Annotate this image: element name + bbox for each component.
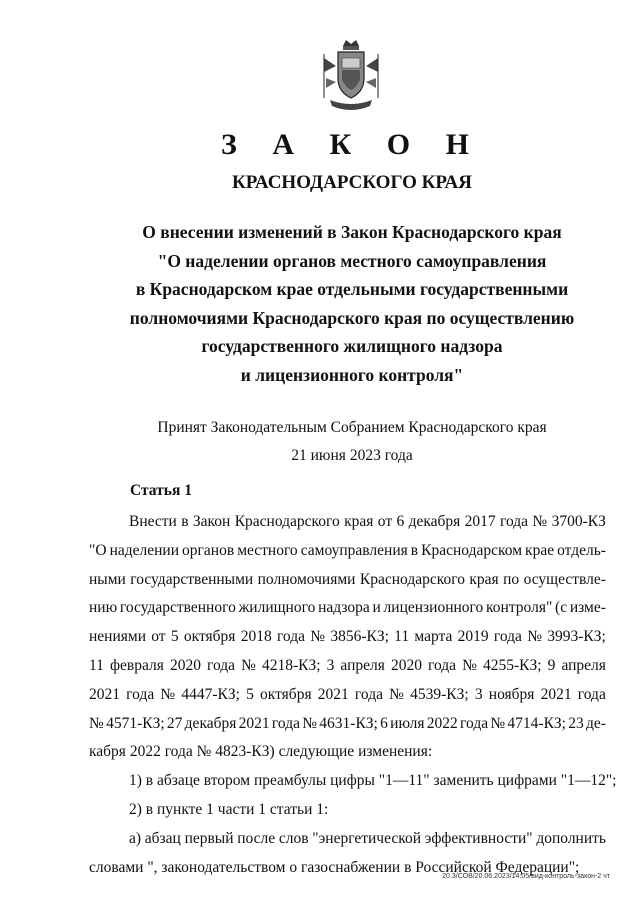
article-title: Статья 1 xyxy=(130,482,192,499)
word: 9 xyxy=(547,656,556,674)
word: ными xyxy=(89,570,126,588)
word: года xyxy=(493,628,522,646)
adoption-note xyxy=(64,414,640,470)
word: 4631-КЗ; xyxy=(319,714,378,732)
word: Краснодарском xyxy=(421,541,523,559)
word: 2018 xyxy=(240,628,272,646)
word: октября xyxy=(183,628,236,646)
word: 2020 xyxy=(390,656,422,674)
word: эффективности" xyxy=(424,829,533,847)
word: 23 xyxy=(568,714,584,732)
word: государственными xyxy=(130,570,254,588)
heading-line: государственного жилищного надзора xyxy=(201,336,503,357)
word: в xyxy=(181,513,189,530)
word: надзора xyxy=(318,599,370,617)
word: декабря xyxy=(408,513,461,530)
heading-line: О внесении изменений в Закон Краснодарского края xyxy=(142,222,562,242)
word: 3856-КЗ; xyxy=(330,628,389,646)
word: полномочиями xyxy=(257,570,356,588)
text-line xyxy=(89,594,606,623)
word: года xyxy=(271,714,300,732)
word: года xyxy=(126,685,155,703)
word: 2021 xyxy=(317,685,349,703)
word: де- xyxy=(586,714,606,732)
word: края xyxy=(469,570,499,588)
text-line: кабря 2022 года № 4823-КЗ) следующие изменения: xyxy=(89,743,433,761)
word: жилищного xyxy=(238,599,316,617)
word: по xyxy=(503,570,520,588)
text-line xyxy=(89,623,606,652)
word: отдель- xyxy=(557,541,606,559)
heading-line: полномочиями Краснодарского края по осуществлению xyxy=(129,307,575,328)
word: июля xyxy=(390,714,425,732)
word: № xyxy=(462,656,477,674)
word: слов xyxy=(278,829,309,847)
article-body xyxy=(89,508,617,882)
word: октября xyxy=(260,685,312,703)
law-title: З А К О Н xyxy=(221,128,483,161)
word: крае xyxy=(525,541,555,559)
word: февраля xyxy=(110,656,164,674)
word: 4447-КЗ; xyxy=(181,685,240,703)
word: марта xyxy=(414,628,453,646)
word: года xyxy=(577,685,606,703)
footer-code: 20.3/СОВ/20.06.2023/14:05/вид-контроль-закон-2 чт xyxy=(442,873,610,880)
word: года xyxy=(460,714,489,732)
word: 3993-КЗ; xyxy=(547,628,606,646)
word: года xyxy=(207,656,236,674)
word: изме- xyxy=(569,599,606,617)
word: края xyxy=(344,513,374,530)
word: и xyxy=(372,599,381,617)
word: года xyxy=(276,628,305,646)
heading-line: "О наделении органов местного самоуправления xyxy=(157,250,547,271)
word: 5 xyxy=(246,685,254,703)
word: 4539-КЗ; xyxy=(410,685,469,703)
heading-line: в Краснодарском крае отдельными государственными xyxy=(135,279,569,300)
text-line xyxy=(89,566,606,595)
word: дополнить xyxy=(536,829,606,847)
word: 5 xyxy=(170,628,179,646)
word: № xyxy=(89,714,104,732)
word: Внести xyxy=(129,513,177,530)
word: года xyxy=(428,656,457,674)
text-line xyxy=(89,537,606,566)
word: № xyxy=(241,656,256,674)
word: 3 xyxy=(326,656,335,674)
word: № xyxy=(490,714,506,732)
word: наделении xyxy=(109,541,180,559)
region-title: КРАСНОДАРСКОГО КРАЯ xyxy=(231,172,473,193)
word: 2019 xyxy=(457,628,489,646)
word: 11 xyxy=(89,656,104,674)
text-line xyxy=(89,825,606,854)
adoption-date: 21 июня 2023 года xyxy=(291,447,413,464)
word: апреля xyxy=(561,656,606,674)
word: а) xyxy=(129,829,142,847)
word: 2021 xyxy=(238,714,270,732)
word: (с xyxy=(555,599,568,617)
word: самоуправления xyxy=(300,541,408,559)
word: 4571-КЗ; xyxy=(106,714,165,732)
word: года xyxy=(500,513,529,530)
text-line: 2) в пункте 1 части 1 статьи 1: xyxy=(129,800,329,818)
word: лицензионного xyxy=(383,599,484,617)
word: 2020 xyxy=(169,656,201,674)
word: 3 xyxy=(474,685,483,703)
word: 2021 xyxy=(540,685,572,703)
word: в xyxy=(410,541,419,559)
text-line xyxy=(89,710,606,739)
word: Краснодарского xyxy=(359,570,465,588)
word: 3700-КЗ xyxy=(551,513,606,530)
heading-line: и лицензионного контроля" xyxy=(240,364,464,385)
word: нию xyxy=(89,599,118,617)
word: "энергетической xyxy=(312,829,422,847)
word: 6 xyxy=(396,513,405,530)
word: государственного xyxy=(119,599,236,617)
word: "О xyxy=(89,541,107,559)
word: 2022 xyxy=(426,714,458,732)
text-line: словами ", законодательством о газоснабжении в Российской Федерации"; xyxy=(89,858,580,876)
text-line xyxy=(89,508,606,537)
word: осуществле- xyxy=(523,570,606,588)
text-line xyxy=(89,681,606,710)
word: местного xyxy=(237,541,298,559)
word: 4218-КЗ; xyxy=(261,656,321,674)
text-line xyxy=(89,652,606,681)
word: 6 xyxy=(380,714,388,732)
law-heading xyxy=(64,218,640,390)
word: 2017 xyxy=(464,513,496,530)
word: № xyxy=(302,714,318,732)
word: апреля xyxy=(340,656,385,674)
word: первый xyxy=(184,829,234,847)
word: 4255-КЗ; xyxy=(482,656,542,674)
word: Закон xyxy=(192,513,231,530)
word: от xyxy=(151,628,166,646)
word: 27 xyxy=(166,714,183,732)
word: № xyxy=(389,685,404,703)
word: ноября xyxy=(488,685,535,703)
text-line: 1) в абзаце втором преамбулы цифры "1—11" заменить цифрами "1—12"; xyxy=(129,772,617,790)
word: № xyxy=(310,628,326,646)
word: контроля" xyxy=(486,599,553,617)
adoption-body: Принят Законодательным Собранием Краснодарского края xyxy=(157,419,547,436)
word: 11 xyxy=(394,628,410,646)
word: № xyxy=(532,513,548,530)
word: 4714-КЗ; xyxy=(507,714,566,732)
word: № xyxy=(160,685,176,703)
word: 2021 xyxy=(89,685,120,703)
word: абзац xyxy=(144,829,181,847)
word: от xyxy=(377,513,393,530)
word: Краснодарского xyxy=(234,513,340,530)
word: после xyxy=(237,829,276,847)
word: декабря xyxy=(184,714,237,732)
word: нениями xyxy=(89,628,146,646)
coat-of-arms-icon xyxy=(316,38,386,114)
word: органов xyxy=(182,541,235,559)
word: года xyxy=(354,685,383,703)
word: № xyxy=(527,628,542,646)
